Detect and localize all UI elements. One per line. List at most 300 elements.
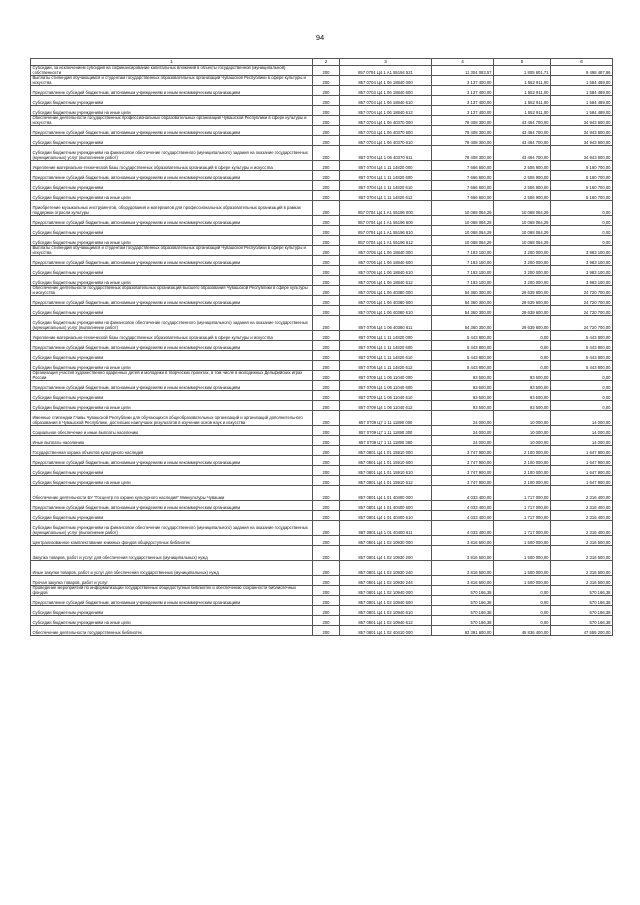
row-amount-remaining-cell: 5 160 700,00 <box>551 161 613 171</box>
row-type-cell: 200 <box>313 201 340 216</box>
row-name-cell: Предоставление субсидий бюджетным, автономным учреждениям и иным некоммерческим организациям <box>31 256 313 266</box>
row-type-cell: 200 <box>313 381 340 391</box>
row-amount-total-cell: 78 408 300,00 <box>432 146 494 161</box>
row-name-cell: Обеспечение деятельности БУ "Госцентр по охране культурного наследия" Минкультуры Чувашии <box>31 486 313 501</box>
row-type-cell: 200 <box>313 161 340 171</box>
row-code-cell: 857 0801 Ц4 1 01 15910 000 <box>340 446 432 456</box>
row-amount-total-cell: 3 747 900,00 <box>432 476 494 486</box>
table-row <box>31 216 613 226</box>
row-amount-total-cell: 7 183 100,00 <box>432 246 494 256</box>
row-amount-remaining-cell: 24 720 700,00 <box>551 316 613 331</box>
table-row <box>31 341 613 351</box>
row-name-cell: Государственная охрана объектов культурного наследия <box>31 446 313 456</box>
column-header: 5 <box>494 59 551 66</box>
row-amount-executed-cell: 10 068 064,29 <box>494 236 551 246</box>
row-type-cell: 200 <box>313 181 340 191</box>
row-type-cell: 200 <box>313 401 340 411</box>
row-amount-remaining-cell: 5 443 800,00 <box>551 331 613 341</box>
row-type-cell: 200 <box>313 76 340 86</box>
table-row <box>31 456 613 466</box>
row-code-cell: 857 0706 Ц4 1 06 18840 600 <box>340 256 432 266</box>
row-amount-remaining-cell: 0,00 <box>551 226 613 236</box>
row-amount-total-cell: 54 360 300,00 <box>432 306 494 316</box>
row-amount-remaining-cell: 1 647 900,00 <box>551 466 613 476</box>
row-code-cell: 857 0709 Ц4 1 06 11040 612 <box>340 401 432 411</box>
table-row <box>31 401 613 411</box>
row-type-cell: 200 <box>313 216 340 226</box>
row-amount-executed-cell: 2 100 000,00 <box>494 456 551 466</box>
row-name-cell: Субсидии бюджетным учреждениям <box>31 351 313 361</box>
row-amount-total-cell: 7 666 600,00 <box>432 181 494 191</box>
row-amount-remaining-cell: 1 584 489,00 <box>551 86 613 96</box>
row-amount-executed-cell: 43 464 700,00 <box>494 146 551 161</box>
row-name-cell: Субсидии бюджетным учреждениям <box>31 226 313 236</box>
row-type-cell: 200 <box>313 536 340 546</box>
row-amount-remaining-cell: 2 316 400,00 <box>551 511 613 521</box>
row-amount-total-cell: 7 183 100,00 <box>432 266 494 276</box>
row-name-cell: Субсидии бюджетным учреждениям на финансовое обеспечение государственного (муниципального) задания на оказание государственных (муниципальных) услуг (выполнение работ) <box>31 521 313 536</box>
table-row <box>31 411 613 426</box>
row-name-cell: Субсидии бюджетным учреждениям <box>31 181 313 191</box>
table-row <box>31 171 613 181</box>
table-row <box>31 626 613 636</box>
row-amount-executed-cell: 1 500 000,00 <box>494 536 551 546</box>
row-amount-total-cell: 3 137 400,00 <box>432 76 494 86</box>
row-code-cell: 857 0706 Ц4 1 06 18840 610 <box>340 266 432 276</box>
row-name-cell: Обеспечение деятельности государственных библиотек <box>31 626 313 636</box>
row-amount-total-cell: 3 137 400,00 <box>432 86 494 96</box>
row-amount-remaining-cell: 24 720 700,00 <box>551 296 613 306</box>
row-amount-total-cell: 570 166,38 <box>432 596 494 606</box>
budget-table <box>30 58 613 636</box>
row-amount-total-cell: 54 360 300,00 <box>432 316 494 331</box>
row-code-cell: 857 0706 Ц4 1 06 40380 000 <box>340 286 432 296</box>
row-amount-remaining-cell: 2 316 400,00 <box>551 501 613 511</box>
row-name-cell: Субсидии бюджетным учреждениям на иные цели <box>31 276 313 286</box>
row-type-cell: 200 <box>313 371 340 381</box>
table-row <box>31 446 613 456</box>
table-row <box>31 486 613 501</box>
table-row <box>31 286 613 296</box>
row-amount-executed-cell: 0,00 <box>494 596 551 606</box>
row-amount-remaining-cell: 5 160 700,00 <box>551 181 613 191</box>
row-type-cell: 200 <box>313 246 340 256</box>
row-amount-executed-cell: 2 506 900,00 <box>494 171 551 181</box>
row-type-cell: 200 <box>313 66 340 76</box>
row-amount-total-cell: 4 033 400,00 <box>432 501 494 511</box>
row-code-cell: 857 0704 Ц4 1 06 40370 610 <box>340 136 432 146</box>
column-header: 2 <box>313 59 340 66</box>
row-code-cell: 857 0801 Ц4 1 01 15910 610 <box>340 466 432 476</box>
row-name-cell: Иные выплаты населению <box>31 436 313 446</box>
row-amount-remaining-cell: 24 720 700,00 <box>551 286 613 296</box>
row-name-cell: Субсидии бюджетным учреждениям <box>31 511 313 521</box>
row-name-cell: Организация участия художественно одаренных детей и молодежи в творческих проектах, в том числе в молодежных Дельфийских играх России <box>31 371 313 381</box>
row-name-cell: Предоставление субсидий бюджетным, автономным учреждениям и иным некоммерческим организациям <box>31 126 313 136</box>
row-amount-remaining-cell: 14 000,00 <box>551 436 613 446</box>
row-amount-remaining-cell: 34 943 600,00 <box>551 116 613 126</box>
row-amount-remaining-cell: 5 443 800,00 <box>551 351 613 361</box>
row-amount-executed-cell: 3 200 000,00 <box>494 276 551 286</box>
row-amount-remaining-cell: 5 160 700,00 <box>551 171 613 181</box>
row-amount-executed-cell: 29 639 600,00 <box>494 286 551 296</box>
row-name-cell: Приобретение музыкальных инструментов, оборудования и материалов для профессиональных образовательных организаций в рамках поддержки отрасли культуры <box>31 201 313 216</box>
row-amount-remaining-cell: 2 316 500,00 <box>551 561 613 576</box>
row-amount-executed-cell: 2 506 900,00 <box>494 191 551 201</box>
row-code-cell: 857 0706 Ц4 1 11 14820 612 <box>340 361 432 371</box>
table-row <box>31 381 613 391</box>
row-type-cell: 200 <box>313 576 340 586</box>
row-name-cell: Субсидии бюджетным учреждениям <box>31 606 313 616</box>
row-type-cell: 200 <box>313 616 340 626</box>
row-amount-remaining-cell: 3 983 100,00 <box>551 256 613 266</box>
row-type-cell: 200 <box>313 436 340 446</box>
row-type-cell: 200 <box>313 126 340 136</box>
row-code-cell: 857 0706 Ц4 1 06 18840 000 <box>340 246 432 256</box>
row-amount-executed-cell: 93 500,00 <box>494 391 551 401</box>
table-row <box>31 76 613 86</box>
row-type-cell: 200 <box>313 486 340 501</box>
row-name-cell: Субсидии бюджетным учреждениям на иные цели <box>31 476 313 486</box>
row-name-cell: Предоставление субсидий бюджетным, автономным учреждениям и иным некоммерческим организациям <box>31 341 313 351</box>
row-code-cell: 857 0709 Ц7 1 11 11890 360 <box>340 436 432 446</box>
row-name-cell: Выплаты стипендий обучающимся и студентам государственных образовательных организаций Чувашской Республики в сфере культуры и искусства <box>31 246 313 256</box>
row-amount-remaining-cell: 14 000,00 <box>551 426 613 436</box>
row-amount-total-cell: 5 443 800,00 <box>432 341 494 351</box>
row-code-cell: 857 0801 Ц4 1 02 10930 200 <box>340 546 432 561</box>
column-number-row <box>31 59 613 66</box>
row-amount-executed-cell: 10 000,00 <box>494 436 551 446</box>
row-name-cell: Субсидии, за исключением субсидий на софинансирование капитальных вложений в объекты государственной (муниципальной) собственности <box>31 66 313 76</box>
table-row <box>31 306 613 316</box>
row-type-cell: 200 <box>313 361 340 371</box>
row-amount-executed-cell: 29 639 600,00 <box>494 306 551 316</box>
row-name-cell: Субсидии бюджетным учреждениям <box>31 96 313 106</box>
row-type-cell: 200 <box>313 266 340 276</box>
row-amount-total-cell: 10 068 064,29 <box>432 236 494 246</box>
row-type-cell: 200 <box>313 116 340 126</box>
row-type-cell: 200 <box>313 136 340 146</box>
row-amount-remaining-cell: 2 316 500,00 <box>551 576 613 586</box>
row-name-cell: Субсидии бюджетным учреждениям на иные цели <box>31 361 313 371</box>
row-type-cell: 200 <box>313 331 340 341</box>
row-name-cell: Субсидии бюджетным учреждениям <box>31 306 313 316</box>
row-amount-executed-cell: 0,00 <box>494 586 551 596</box>
row-amount-remaining-cell: 2 316 400,00 <box>551 486 613 501</box>
row-type-cell: 200 <box>313 476 340 486</box>
row-amount-executed-cell: 10 000,00 <box>494 411 551 426</box>
row-amount-remaining-cell: 47 555 200,00 <box>551 626 613 636</box>
row-type-cell: 200 <box>313 606 340 616</box>
row-amount-total-cell: 24 000,00 <box>432 411 494 426</box>
row-name-cell: Субсидии бюджетным учреждениям на иные цели <box>31 236 313 246</box>
row-amount-total-cell: 3 816 500,00 <box>432 561 494 576</box>
row-amount-remaining-cell: 3 983 100,00 <box>551 266 613 276</box>
row-amount-total-cell: 93 500,00 <box>432 381 494 391</box>
row-amount-remaining-cell: 1 647 900,00 <box>551 476 613 486</box>
row-type-cell: 200 <box>313 341 340 351</box>
row-code-cell: 857 0709 Ц4 1 06 11040 600 <box>340 381 432 391</box>
row-amount-total-cell: 24 000,00 <box>432 426 494 436</box>
row-code-cell: 857 0801 Ц4 1 01 40400 000 <box>340 486 432 501</box>
row-amount-executed-cell: 1 717 000,00 <box>494 521 551 536</box>
row-code-cell: 857 0801 Ц4 1 02 10940 600 <box>340 596 432 606</box>
row-type-cell: 200 <box>313 96 340 106</box>
row-type-cell: 200 <box>313 286 340 296</box>
row-amount-total-cell: 3 747 900,00 <box>432 456 494 466</box>
table-row <box>31 161 613 171</box>
row-code-cell: 857 0709 Ц4 1 06 11040 000 <box>340 371 432 381</box>
row-name-cell: Предоставление субсидий бюджетным, автономным учреждениям и иным некоммерческим организациям <box>31 216 313 226</box>
row-type-cell: 200 <box>313 446 340 456</box>
row-amount-remaining-cell: 5 160 700,00 <box>551 191 613 201</box>
row-code-cell: 857 0704 Ц4 1 А1 55194 521 <box>340 66 432 76</box>
row-type-cell: 200 <box>313 306 340 316</box>
row-name-cell: Предоставление субсидий бюджетным, автономным учреждениям и иным некоммерческим организациям <box>31 171 313 181</box>
row-code-cell: 857 0704 Ц4 1 А1 55196 000 <box>340 201 432 216</box>
row-amount-executed-cell: 1 717 000,00 <box>494 486 551 501</box>
row-amount-executed-cell: 45 836 400,00 <box>494 626 551 636</box>
row-amount-remaining-cell: 14 000,00 <box>551 411 613 426</box>
row-type-cell: 200 <box>313 146 340 161</box>
row-code-cell: 857 0706 Ц4 1 06 40380 610 <box>340 306 432 316</box>
row-type-cell: 200 <box>313 391 340 401</box>
row-amount-remaining-cell: 2 316 500,00 <box>551 546 613 561</box>
row-code-cell: 857 0704 Ц4 1 11 14820 612 <box>340 191 432 201</box>
row-name-cell: Иные закупки товаров, работ и услуг для обеспечения государственных (муниципальных) нужд <box>31 561 313 576</box>
row-code-cell: 857 0801 Ц4 1 01 40400 600 <box>340 501 432 511</box>
table-row <box>31 426 613 436</box>
row-amount-executed-cell: 0,00 <box>494 361 551 371</box>
row-amount-total-cell: 570 166,38 <box>432 606 494 616</box>
table-row <box>31 596 613 606</box>
row-name-cell: Субсидии бюджетным учреждениям на иные цели <box>31 191 313 201</box>
row-amount-total-cell: 78 408 300,00 <box>432 136 494 146</box>
row-amount-remaining-cell: 5 443 800,00 <box>551 341 613 351</box>
row-amount-executed-cell: 1 805 601,71 <box>494 66 551 76</box>
row-code-cell: 857 0801 Ц4 1 01 15910 600 <box>340 456 432 466</box>
row-amount-executed-cell: 10 068 064,29 <box>494 216 551 226</box>
row-code-cell: 857 0801 Ц4 1 01 40400 611 <box>340 521 432 536</box>
table-row <box>31 371 613 381</box>
row-type-cell: 200 <box>313 546 340 561</box>
row-amount-total-cell: 93 391 600,00 <box>432 626 494 636</box>
row-name-cell: Обеспечение деятельности государственных профессиональных образовательных организаций Чувашской Республики в сфере культуры и искусства <box>31 116 313 126</box>
row-amount-executed-cell: 29 639 600,00 <box>494 296 551 306</box>
row-code-cell: 857 0704 Ц4 1 06 18840 610 <box>340 96 432 106</box>
row-code-cell: 857 0706 Ц4 1 06 18840 612 <box>340 276 432 286</box>
row-amount-executed-cell: 2 100 000,00 <box>494 446 551 456</box>
row-name-cell: Именные стипендии Главы Чувашской Республики для обучающихся общеобразовательных организаций и организаций дополнительного образования в Чувашской Республике, достигших наилучших результатов в изучении основ наук и искусства <box>31 411 313 426</box>
table-row <box>31 296 613 306</box>
row-code-cell: 857 0704 Ц4 1 06 40370 611 <box>340 146 432 161</box>
table-row <box>31 521 613 536</box>
row-amount-executed-cell: 1 552 911,00 <box>494 106 551 116</box>
row-amount-remaining-cell: 2 316 500,00 <box>551 536 613 546</box>
row-amount-total-cell: 3 816 500,00 <box>432 576 494 586</box>
table-row <box>31 276 613 286</box>
row-amount-total-cell: 10 068 064,29 <box>432 201 494 216</box>
row-amount-total-cell: 3 747 900,00 <box>432 466 494 476</box>
row-amount-remaining-cell: 0,00 <box>551 401 613 411</box>
row-code-cell: 857 0801 Ц4 1 02 10940 610 <box>340 606 432 616</box>
row-amount-total-cell: 4 033 400,00 <box>432 521 494 536</box>
row-type-cell: 200 <box>313 256 340 266</box>
column-header: 1 <box>31 59 313 66</box>
table-row <box>31 116 613 126</box>
row-code-cell: 857 0801 Ц4 1 02 10940 000 <box>340 586 432 596</box>
row-name-cell: Выплаты стипендий обучающимся и студентам государственных образовательных организаций Чувашской Республики в сфере культуры и искусства <box>31 76 313 86</box>
row-amount-remaining-cell: 0,00 <box>551 391 613 401</box>
table-row <box>31 256 613 266</box>
table-row <box>31 361 613 371</box>
row-code-cell: 857 0704 Ц4 1 А1 55196 612 <box>340 236 432 246</box>
row-name-cell: Проведение мероприятий по информатизации государственных общедоступных библиотек и обеспечению сохранности библиотечных фондов <box>31 586 313 596</box>
row-amount-remaining-cell: 24 720 700,00 <box>551 306 613 316</box>
row-amount-executed-cell: 1 717 000,00 <box>494 511 551 521</box>
column-header: 3 <box>340 59 432 66</box>
row-amount-executed-cell: 29 639 600,00 <box>494 316 551 331</box>
row-amount-total-cell: 3 816 500,00 <box>432 536 494 546</box>
row-amount-remaining-cell: 0,00 <box>551 381 613 391</box>
row-type-cell: 200 <box>313 86 340 96</box>
row-type-cell: 200 <box>313 226 340 236</box>
row-amount-remaining-cell: 1 647 900,00 <box>551 446 613 456</box>
row-amount-total-cell: 54 360 300,00 <box>432 286 494 296</box>
row-type-cell: 200 <box>313 171 340 181</box>
row-amount-remaining-cell: 9 498 487,86 <box>551 66 613 76</box>
row-type-cell: 200 <box>313 351 340 361</box>
row-name-cell: Субсидии бюджетным учреждениям <box>31 266 313 276</box>
row-type-cell: 200 <box>313 596 340 606</box>
row-amount-remaining-cell: 34 943 600,00 <box>551 146 613 161</box>
row-amount-remaining-cell: 1 584 489,00 <box>551 96 613 106</box>
table-row <box>31 136 613 146</box>
row-type-cell: 200 <box>313 626 340 636</box>
row-type-cell: 200 <box>313 466 340 476</box>
row-code-cell: 857 0801 Ц4 1 02 10930 000 <box>340 536 432 546</box>
row-amount-remaining-cell: 0,00 <box>551 201 613 216</box>
table-row <box>31 546 613 561</box>
row-amount-executed-cell: 10 068 064,29 <box>494 226 551 236</box>
row-name-cell: Субсидии бюджетным учреждениям <box>31 136 313 146</box>
table-row <box>31 266 613 276</box>
table-row <box>31 476 613 486</box>
row-amount-executed-cell: 3 200 000,00 <box>494 256 551 266</box>
table-row <box>31 351 613 361</box>
table-row <box>31 501 613 511</box>
row-amount-remaining-cell: 1 584 489,00 <box>551 76 613 86</box>
row-type-cell: 200 <box>313 316 340 331</box>
row-type-cell: 200 <box>313 586 340 596</box>
row-amount-executed-cell: 93 500,00 <box>494 371 551 381</box>
row-code-cell: 857 0709 Ц4 1 06 11040 610 <box>340 391 432 401</box>
row-amount-executed-cell: 3 200 000,00 <box>494 266 551 276</box>
row-amount-remaining-cell: 0,00 <box>551 216 613 226</box>
row-amount-total-cell: 5 443 800,00 <box>432 351 494 361</box>
column-header: 4 <box>432 59 494 66</box>
row-type-cell: 200 <box>313 106 340 116</box>
row-amount-total-cell: 93 500,00 <box>432 391 494 401</box>
row-amount-remaining-cell: 1 584 489,00 <box>551 106 613 116</box>
row-amount-remaining-cell: 5 443 800,00 <box>551 361 613 371</box>
row-amount-executed-cell: 10 068 064,29 <box>494 201 551 216</box>
row-amount-executed-cell: 0,00 <box>494 606 551 616</box>
table-row <box>31 191 613 201</box>
table-row <box>31 586 613 596</box>
row-type-cell: 200 <box>313 501 340 511</box>
row-amount-total-cell: 5 443 800,00 <box>432 331 494 341</box>
row-name-cell: Централизованное комплектование книжных фондов общедоступных библиотек <box>31 536 313 546</box>
table-row <box>31 236 613 246</box>
row-type-cell: 200 <box>313 456 340 466</box>
row-type-cell: 200 <box>313 426 340 436</box>
row-amount-remaining-cell: 570 166,38 <box>551 616 613 626</box>
row-amount-total-cell: 93 500,00 <box>432 371 494 381</box>
row-name-cell: Субсидии бюджетным учреждениям <box>31 466 313 476</box>
row-code-cell: 857 0801 Ц4 1 02 40410 000 <box>340 626 432 636</box>
row-amount-total-cell: 7 183 100,00 <box>432 276 494 286</box>
table-row <box>31 106 613 116</box>
row-name-cell: Субсидии бюджетным учреждениям на иные цели <box>31 401 313 411</box>
row-amount-executed-cell: 93 500,00 <box>494 381 551 391</box>
row-amount-executed-cell: 93 500,00 <box>494 401 551 411</box>
row-type-cell: 200 <box>313 236 340 246</box>
table-row <box>31 511 613 521</box>
row-amount-executed-cell: 1 552 911,00 <box>494 96 551 106</box>
row-amount-total-cell: 3 137 400,00 <box>432 106 494 116</box>
table-row <box>31 331 613 341</box>
row-amount-executed-cell: 2 100 000,00 <box>494 476 551 486</box>
row-amount-total-cell: 570 166,38 <box>432 616 494 626</box>
row-amount-executed-cell: 1 552 911,00 <box>494 76 551 86</box>
row-code-cell: 857 0704 Ц4 1 06 40370 600 <box>340 126 432 136</box>
row-amount-total-cell: 78 408 300,00 <box>432 116 494 126</box>
row-amount-executed-cell: 43 464 700,00 <box>494 116 551 126</box>
row-name-cell: Субсидии бюджетным учреждениям на финансовое обеспечение государственного (муниципального) задания на оказание государственных (муниципальных) услуг (выполнение работ) <box>31 316 313 331</box>
column-header: 6 <box>551 59 613 66</box>
row-amount-total-cell: 570 166,38 <box>432 586 494 596</box>
row-amount-remaining-cell: 0,00 <box>551 236 613 246</box>
row-amount-remaining-cell: 34 943 600,00 <box>551 136 613 146</box>
table-row <box>31 181 613 191</box>
row-type-cell: 200 <box>313 521 340 536</box>
row-amount-executed-cell: 0,00 <box>494 331 551 341</box>
row-code-cell: 857 0709 Ц7 1 11 11890 300 <box>340 426 432 436</box>
row-amount-remaining-cell: 570 166,38 <box>551 606 613 616</box>
row-amount-executed-cell: 1 500 000,00 <box>494 546 551 561</box>
row-code-cell: 857 0801 Ц4 1 02 10930 244 <box>340 576 432 586</box>
row-amount-executed-cell: 1 500 000,00 <box>494 576 551 586</box>
row-code-cell: 857 0709 Ц7 1 11 11890 000 <box>340 411 432 426</box>
row-amount-total-cell: 3 137 400,00 <box>432 96 494 106</box>
row-code-cell: 857 0801 Ц4 1 01 15910 612 <box>340 476 432 486</box>
row-amount-remaining-cell: 0,00 <box>551 371 613 381</box>
row-name-cell: Укрепление материально-технической базы государственных образовательных организаций в сфере культуры и искусства <box>31 161 313 171</box>
row-amount-total-cell: 10 068 064,29 <box>432 226 494 236</box>
row-name-cell: Укрепление материально-технической базы государственных образовательных организаций в сфере культуры и искусства <box>31 331 313 341</box>
row-amount-executed-cell: 2 506 900,00 <box>494 181 551 191</box>
row-code-cell: 857 0704 Ц4 1 06 40370 000 <box>340 116 432 126</box>
row-name-cell: Обеспечение деятельности государственных образовательных организаций высшего образования Чувашской Республики в сфере культуры и искусства <box>31 286 313 296</box>
row-name-cell: Прочая закупка товаров, работ и услуг <box>31 576 313 586</box>
table-row <box>31 466 613 476</box>
row-amount-total-cell: 7 666 600,00 <box>432 161 494 171</box>
row-code-cell: 857 0801 Ц4 1 02 10930 240 <box>340 561 432 576</box>
row-code-cell: 857 0704 Ц4 1 06 18840 612 <box>340 106 432 116</box>
row-name-cell: Предоставление субсидий бюджетным, автономным учреждениям и иным некоммерческим организациям <box>31 86 313 96</box>
row-amount-total-cell: 93 500,00 <box>432 401 494 411</box>
